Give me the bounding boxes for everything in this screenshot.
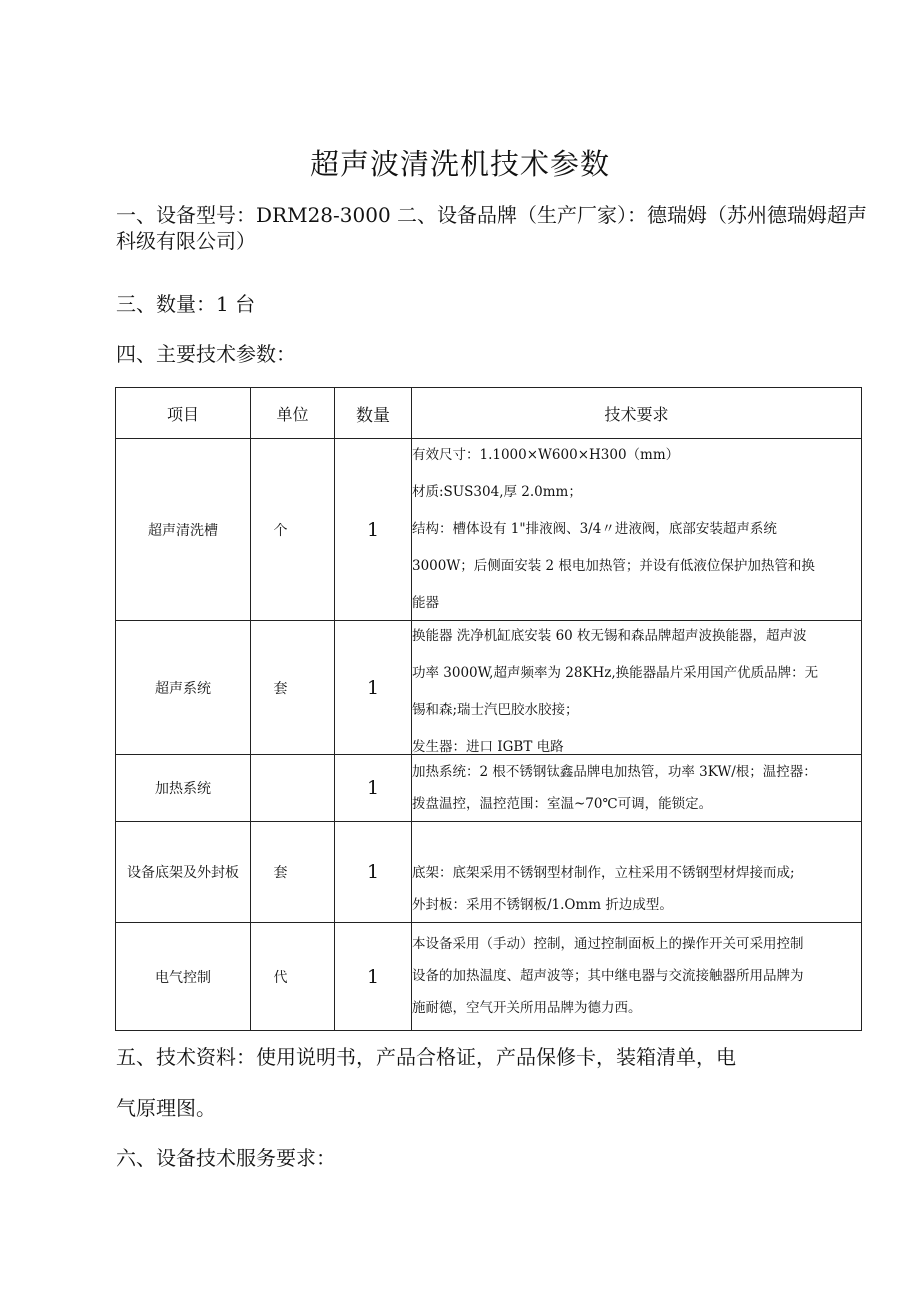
row-item: 电气控制	[116, 923, 251, 1031]
req-line: 锡和森;瑞士汽巴胶水胶接；	[412, 702, 579, 718]
row-unit-text: 套	[273, 680, 288, 697]
section-3-quantity: 三、数量：1 台	[116, 292, 256, 316]
row-item: 超声系统	[116, 621, 251, 755]
section-5-line-1: 五、技术资料：使用说明书，产品合格证，产品保修卡，装箱清单，电	[116, 1045, 736, 1069]
row-qty: 1	[335, 621, 412, 755]
req-line: 拨盘温控，温控范围：室温~70℃可调，能锁定。	[412, 796, 713, 812]
table-row	[116, 439, 862, 621]
section-5-line-2: 气原理图。	[116, 1096, 216, 1120]
req-line: 发生器：进口 IGBT 电路	[412, 739, 564, 754]
header-qty: 数量	[335, 388, 412, 439]
section-1-line-1: 一、设备型号：DRM28-3000 二、设备品牌（生产厂家）：德瑞姆（苏州德瑞姆超声	[116, 203, 868, 227]
section-6-heading: 六、设备技术服务要求：	[116, 1146, 336, 1170]
req-line: 外封板：采用不锈钢板/1.Omm 折边成型。	[412, 897, 673, 913]
table-row	[116, 621, 862, 755]
table-row	[116, 923, 862, 1031]
req-line: 有效尺寸：1.1000×W600×H300（mm）	[412, 446, 680, 463]
req-line: 施耐德，空气开关所用品牌为德力西。	[412, 999, 642, 1016]
row-unit	[251, 621, 335, 755]
req-line: 功率 3000W,超声频率为 28KHz,换能器晶片采用国产优质品牌：无	[412, 665, 819, 681]
row-qty: 1	[335, 923, 412, 1031]
req-line: 材质:SUS304,厚 2.0mm；	[412, 483, 582, 500]
row-qty: 1	[335, 822, 412, 923]
req-line: 加热系统：2 根不锈钢钛鑫品牌电加热管，功率 3KW/根；温控器：	[412, 764, 817, 780]
section-4-heading: 四、主要技术参数：	[116, 342, 296, 366]
row-item: 设备底架及外封板	[116, 822, 251, 923]
row-qty: 1	[335, 439, 412, 621]
page-title: 超声波清洗机技术参数	[309, 147, 610, 181]
row-requirements	[412, 923, 862, 1031]
req-line: 底架：底架采用不锈钢型材制作，立柱采用不锈钢型材焊接而成;	[412, 865, 795, 881]
row-qty: 1	[335, 755, 412, 822]
row-requirements	[412, 822, 862, 923]
req-line: 设备的加热温度、超声波等；其中继电器与交流接触器所用品牌为	[412, 967, 804, 984]
header-unit: 单位	[251, 388, 335, 439]
row-unit	[251, 439, 335, 621]
row-unit	[251, 822, 335, 923]
row-unit-text: 套	[273, 865, 288, 881]
row-unit	[251, 923, 335, 1031]
row-item: 超声清洗槽	[116, 439, 251, 621]
row-unit-text: 代	[273, 969, 288, 986]
req-line: 能器	[412, 594, 439, 611]
spec-table	[115, 387, 862, 1031]
section-1-line-2: 科级有限公司）	[116, 229, 256, 253]
header-item: 项目	[116, 388, 251, 439]
req-line: 本设备采用（手动）控制，通过控制面板上的操作开关可采用控制	[412, 935, 804, 952]
row-requirements	[412, 439, 862, 621]
row-unit	[251, 755, 335, 822]
table-row	[116, 822, 862, 923]
row-item: 加热系统	[116, 755, 251, 822]
row-requirements	[412, 755, 862, 822]
row-requirements	[412, 621, 862, 755]
req-line: 3000W；后侧面安装 2 根电加热管；并设有低液位保护加热管和换	[412, 557, 815, 574]
header-requirements: 技术要求	[412, 388, 862, 439]
req-line: 结构：槽体设有 1"排液阀、3/4〃进液阀，底部安装超声系统	[412, 520, 777, 537]
table-header-row	[116, 388, 862, 439]
req-line: 换能器 洗净机缸底安装 60 枚无锡和森品牌超声波换能器，超声波	[412, 628, 807, 644]
table-row	[116, 755, 862, 822]
row-unit-text: 个	[273, 522, 288, 539]
